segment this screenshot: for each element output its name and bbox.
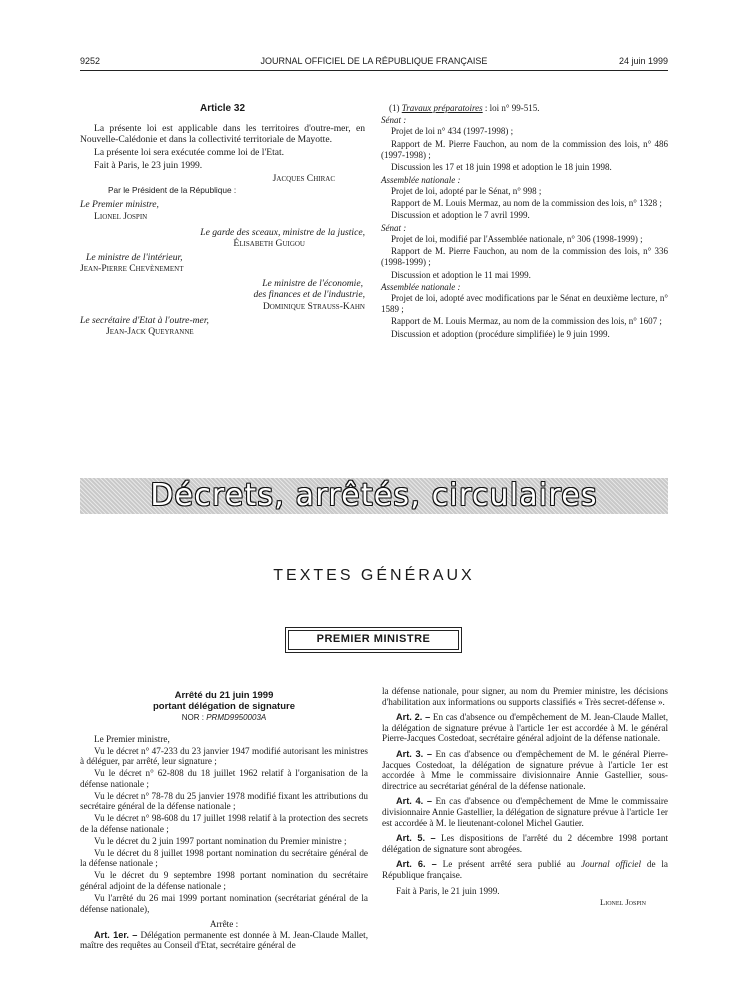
ministry-box: [285, 627, 462, 653]
outremer-role: Le secrétaire d'Etat à l'outre-mer,: [80, 314, 209, 326]
arrete-word: Arrête :: [209, 919, 239, 930]
visa: Vu le décret n° 78-78 du 25 janvier 1978 modifié fixant les attributions du secrétaire général de la défense nationale ;: [80, 790, 368, 812]
travaux-line: Discussion et adoption le 11 mai 1999.: [391, 269, 531, 280]
article-1-continued: la défense nationale, pour signer, au nom du Premier ministre, les décisions d'habilitation aux informations ou supports classifiés « Très secret-défense ».: [382, 686, 668, 707]
article-2: [382, 712, 668, 744]
article-32-column: [80, 103, 365, 338]
interior-name: Jean-Pierre Chevènement: [80, 263, 184, 275]
senat-heading: Sénat :: [381, 222, 407, 233]
economy-role-2: des finances et de l'industrie,: [253, 289, 365, 301]
article-3-label: Art. 3. –: [396, 748, 433, 759]
header-rule: [80, 70, 668, 71]
pm-name: Lionel Jospin: [94, 210, 148, 222]
article-6-text-end: de la République française.: [382, 859, 668, 880]
pm-role: Le Premier ministre,: [80, 199, 159, 211]
arrete-subtitle: portant délégation de signature: [153, 701, 295, 712]
nor-label: NOR :: [181, 713, 204, 722]
section-title: TEXTES GÉNÉRAUX: [273, 567, 475, 584]
footnote-law: : loi n° 99-515.: [484, 103, 540, 113]
article-1-label: Art. 1er. –: [94, 929, 138, 940]
article-paragraph: La présente loi est applicable dans les territoires d'outre-mer, en Nouvelle-Calédonie et dans la collectivité territoriale de Mayotte.: [80, 122, 365, 146]
article-4-label: Art. 4. –: [396, 796, 433, 807]
travaux-line: Projet de loi, adopté avec modifications par le Sénat en deuxième lecture, n° 1589 ;: [381, 292, 668, 314]
senat-heading: Sénat :: [381, 115, 407, 126]
page-number: 9252: [80, 56, 101, 66]
travaux-line: Rapport de M. Louis Mermaz, au nom de la commission des lois, n° 1607 ;: [391, 316, 662, 327]
article-5-text: Les dispositions de l'arrêté du 2 décembre 1998 portant délégation de signature sont abrogées.: [382, 833, 669, 854]
arrete-signature: Lionel Jospin: [600, 897, 646, 908]
nor-reference: [80, 713, 368, 724]
visa: Vu le décret n° 62-808 du 18 juillet 1962 relatif à l'organisation de la défense nationale ;: [80, 768, 368, 789]
article-1-text: Délégation permanente est donnée à M. Jean-Claude Mallet, maître des requêtes au Conseil d'Etat, secrétaire général de: [80, 929, 368, 951]
assemblee-heading: Assemblée nationale :: [381, 174, 461, 185]
arrete-intro: Le Premier ministre,: [94, 733, 170, 744]
assemblee-heading: Assemblée nationale :: [381, 281, 461, 292]
travaux-line: Projet de loi, modifié par l'Assemblée nationale, n° 306 (1998-1999) ;: [391, 233, 643, 244]
article-paragraph: La présente loi sera exécutée comme loi de l'Etat.: [94, 147, 285, 159]
journal-title: JOURNAL OFFICIEL DE LA RÉPUBLIQUE FRANÇAISE: [260, 56, 488, 66]
travaux-line: Discussion et adoption le 7 avril 1999.: [391, 210, 530, 221]
travaux-line: Discussion les 17 et 18 juin 1998 et adoption le 18 juin 1998.: [391, 162, 612, 173]
article-2-label: Art. 2. –: [396, 712, 431, 723]
visa: Vu le décret du 2 juin 1997 portant nomination du Premier ministre ;: [94, 835, 347, 846]
footnote-line: [381, 103, 668, 114]
economy-role: Le ministre de l'économie,: [262, 277, 363, 289]
article-4: [382, 796, 668, 828]
ministry-label: PREMIER MINISTRE: [288, 630, 459, 650]
interior-role: Le ministre de l'intérieur,: [86, 251, 183, 263]
travaux-line: Rapport de M. Pierre Fauchon, au nom de la commission des lois, n° 336 (1998-1999) ;: [381, 246, 668, 268]
travaux-line: Discussion et adoption (procédure simplifiée) le 9 juin 1999.: [391, 328, 610, 339]
article-1: [80, 930, 368, 951]
justice-name: Élisabeth Guigou: [233, 238, 305, 250]
footnote-label: Travaux préparatoires: [401, 103, 483, 113]
article-6-label: Art. 6. –: [396, 859, 437, 870]
issue-date: 24 juin 1999: [618, 56, 668, 66]
done-at: Fait à Paris, le 23 juin 1999.: [94, 160, 203, 172]
page-header: [80, 56, 668, 68]
article-5-label: Art. 5. –: [396, 833, 436, 844]
justice-role: Le garde des sceaux, ministre de la justice,: [200, 226, 365, 238]
arrete-title: Arrêté du 21 juin 1999: [174, 690, 274, 701]
travaux-line: Rapport de M. Pierre Fauchon, au nom de la commission des lois, n° 486 (1997-1998) ;: [381, 138, 668, 160]
section-banner: [80, 478, 668, 514]
signature-president: Jacques Chirac: [272, 173, 335, 185]
outremer-name: Jean-Jack Queyranne: [106, 326, 194, 338]
article-6-journal: Journal officiel: [581, 859, 642, 870]
travaux-preparatoires-column: [381, 103, 668, 341]
travaux-line: Rapport de M. Louis Mermaz, au nom de la commission des lois, n° 1328 ;: [391, 197, 662, 208]
article-3-text: En cas d'absence ou d'empêchement de M. le général Pierre-Jacques Costedoat, la délégation de signature prévue à l'article 1er est accordée à Mme le commissaire divisionnaire Annie Gastellier, sous-directrice au secrétariat général de la défense nationale.: [382, 748, 669, 791]
visa: Vu le décret n° 47-233 du 23 janvier 1947 modifié autorisant les ministres à déléguer, par arrêté, leur signature ;: [80, 745, 368, 767]
article-6-text: Le présent arrêté sera publié au: [442, 859, 576, 870]
banner-title: Décrets, arrêtés, circulaires: [150, 478, 598, 514]
travaux-line: Projet de loi n° 434 (1997-1998) ;: [391, 126, 514, 137]
visa: Vu l'arrêté du 26 mai 1999 portant nomination (secrétariat général de la défense nationale),: [80, 893, 368, 914]
arrete-column-left: [80, 690, 368, 952]
footnote-number: (1): [389, 103, 400, 113]
article-3: [382, 749, 668, 791]
nor-code: PRMD9950003A: [206, 713, 267, 722]
article-6: [382, 859, 668, 880]
article-2-text: En cas d'absence ou d'empêchement de M. Jean-Claude Mallet, la délégation de signature prévue à l'article 1er est accordée à M. le général Pierre-Jacques Costedoat, secrétaire général adjoint de la défense nationale.: [382, 712, 668, 744]
article-heading: Article 32: [199, 103, 246, 114]
article-5: [382, 833, 668, 854]
economy-name: Dominique Strauss-Kahn: [262, 301, 365, 313]
visa: Vu le décret du 8 juillet 1998 portant nomination du secrétaire général de la défense nationale ;: [80, 847, 368, 869]
arrete-done-at: Fait à Paris, le 21 juin 1999.: [396, 885, 500, 896]
article-4-text: En cas d'absence ou d'empêchement de Mme le commissaire divisionnaire Annie Gastellier, la délégation de signature prévue à l'article 1er est accordée à M. le lieutenant-colonel Michel Gautier.: [382, 796, 669, 828]
arrete-column-right: [382, 686, 668, 908]
par-le-president: Par le Président de la République :: [108, 184, 237, 195]
visa: Vu le décret du 9 septembre 1998 portant nomination du secrétaire général adjoint de la défense nationale ;: [80, 870, 368, 892]
visa: Vu le décret n° 98-608 du 17 juillet 1998 relatif à la protection des secrets de la défense nationale ;: [80, 813, 368, 834]
travaux-line: Projet de loi, adopté par le Sénat, n° 998 ;: [391, 185, 542, 196]
